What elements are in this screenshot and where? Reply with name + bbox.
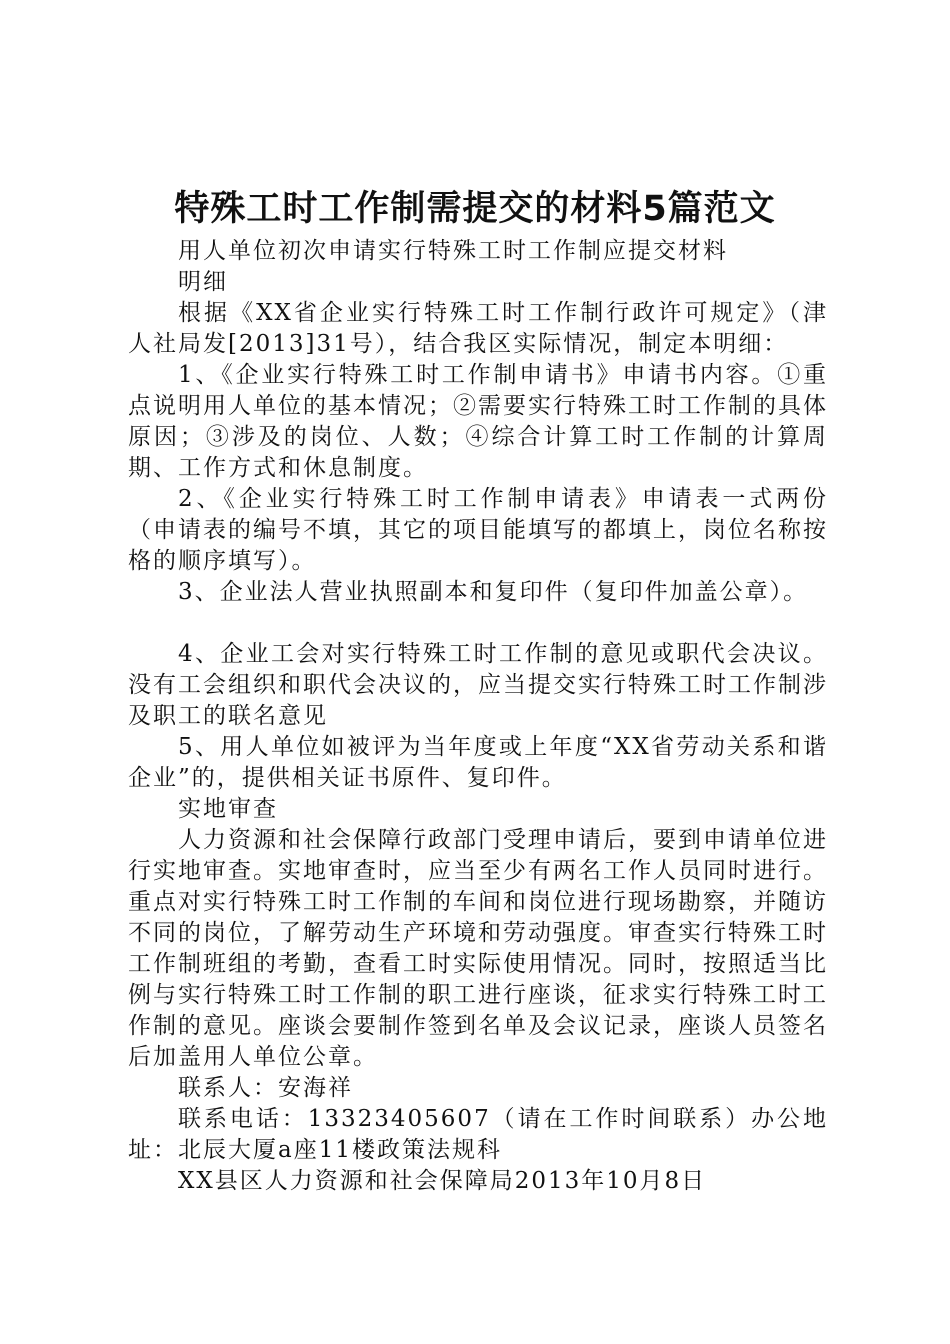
list-item-5: 5、用人单位如被评为当年度或上年度“XX省劳动关系和谐企业”的，提供相关证书原件、复印件。	[128, 734, 828, 791]
inspection-paragraph: 人力资源和社会保障行政部门受理申请后，要到申请单位进行实地审查。实地审查时，应当至少有两名工作人员同时进行。重点对实行特殊工时工作制的车间和岗位进行现场勘察，并随访不同的岗位，了解劳动生产环境和劳动强度。审查实行特殊工时工作制班组的考勤，查看工时实际使用情况。同时，按照适当比例与实行特殊工时工作制的职工进行座谈，征求实行特殊工时工作制的意见。座谈会要制作签到名单及会议记录，座谈人员签名后加盖用人单位公章。	[128, 827, 828, 1070]
list-item-1: 1、《企业实行特殊工时工作制申请书》申请书内容。①重点说明用人单位的基本情况；②需要实行特殊工时工作制的具体原因；③涉及的岗位、人数；④综合计算工时工作制的计算周期、工作方式和休息制度。	[128, 362, 828, 481]
list-item-4: 4、企业工会对实行特殊工时工作制的意见或职代会决议。没有工会组织和职代会决议的，应当提交实行特殊工时工作制涉及职工的联名意见	[128, 641, 828, 729]
list-item-2: 2、《企业实行特殊工时工作制申请表》申请表一式两份（申请表的编号不填，其它的项目能填写的都填上，岗位名称按格的顺序填写）。	[128, 486, 828, 574]
document-body	[128, 236, 828, 1197]
contact-phone-address: 联系电话：13323405607（请在工作时间联系）办公地址：北辰大厦a座11楼政策法规科	[128, 1106, 828, 1163]
section-heading-line-2: 明细	[178, 269, 228, 295]
issuer-signature-date: XX县区人力资源和社会保障局2013年10月8日	[178, 1168, 707, 1194]
intro-paragraph: 根据《XX省企业实行特殊工时工作制行政许可规定》（津人社局发[2013]31号），结合我区实际情况，制定本明细：	[128, 300, 828, 357]
document-title: 特殊工时工作制需提交的材料5篇范文	[174, 189, 776, 229]
section-heading-line-1: 用人单位初次申请实行特殊工时工作制应提交材料	[178, 238, 728, 264]
contact-person: 联系人：安海祥	[178, 1075, 353, 1101]
blank-line	[128, 608, 828, 639]
section-heading-inspection: 实地审查	[178, 796, 278, 822]
list-item-3: 3、企业法人营业执照副本和复印件（复印件加盖公章）。	[178, 579, 809, 605]
section-heading-materials	[128, 236, 828, 298]
